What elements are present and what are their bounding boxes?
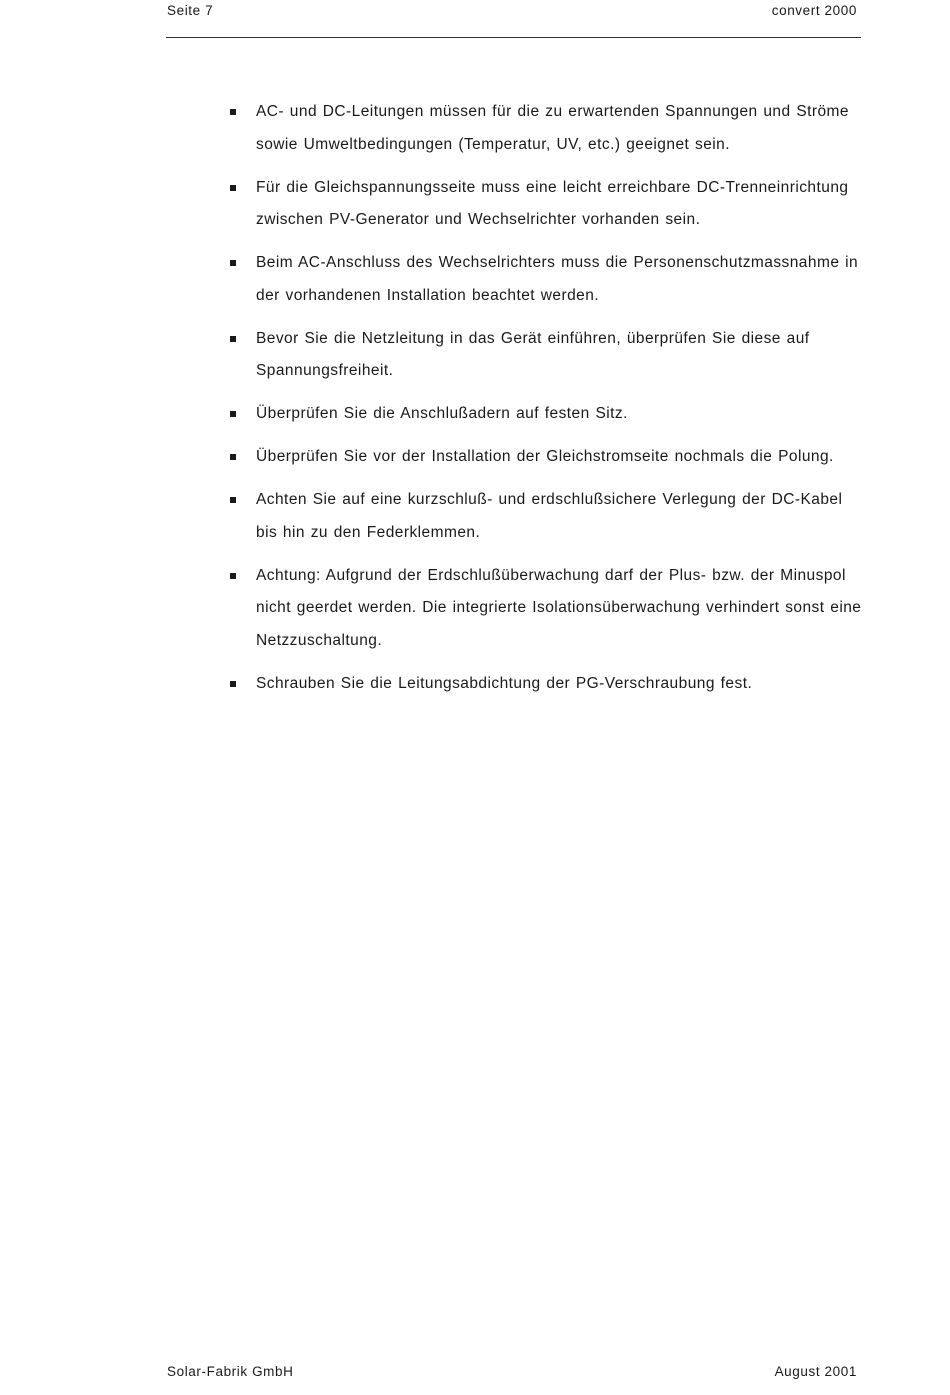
square-bullet-icon [230, 336, 236, 342]
list-item [229, 323, 869, 388]
publication-date: August 2001 [774, 1364, 857, 1379]
list-item-text: Für die Gleichspannungsseite muss eine leicht erreichbare DC-Trenneinrichtung zwischen PV-Generator und Wechselrichter vorhanden sein. [256, 178, 849, 228]
page-footer [166, 1364, 858, 1384]
list-item-text: Überprüfen Sie vor der Installation der Gleichstromseite nochmals die Polung. [256, 448, 834, 465]
list-item-text: AC- und DC-Leitungen müssen für die zu erwartenden Spannungen und Ströme sowie Umweltbedingungen (Temperatur, UV, etc.) geeignet sein. [256, 103, 849, 153]
square-bullet-icon [230, 497, 236, 503]
list-item-text: Beim AC-Anschluss des Wechselrichters muss die Personenschutzmassnahme in der vorhandenen Installation beachtet werden. [256, 254, 859, 304]
list-item [229, 484, 869, 549]
square-bullet-icon [230, 185, 236, 191]
list-item [229, 247, 869, 312]
list-item-text: Achtung: Aufgrund der Erdschlußüberwachung darf der Plus- bzw. der Minuspol nicht geerdet werden. Die integrierte Isolationsüberwachung verhindert sonst eine Netzzuschaltung. [256, 566, 862, 649]
instruction-list [229, 96, 869, 711]
square-bullet-icon [230, 573, 236, 579]
list-item-text: Achten Sie auf eine kurzschluß- und erdschlußsichere Verlegung der DC-Kabel bis hin zu den Federklemmen. [256, 491, 843, 541]
document-title: convert 2000 [771, 3, 857, 18]
page-number: Seite 7 [167, 3, 214, 18]
list-item [229, 668, 869, 701]
square-bullet-icon [230, 454, 236, 460]
list-item [229, 560, 869, 658]
list-item-text: Überprüfen Sie die Anschlußadern auf festen Sitz. [256, 405, 628, 422]
list-item [229, 96, 869, 161]
list-item [229, 398, 869, 431]
list-item [229, 172, 869, 237]
square-bullet-icon [230, 681, 236, 687]
company-name: Solar-Fabrik GmbH [167, 1364, 294, 1379]
list-item [229, 441, 869, 474]
square-bullet-icon [230, 260, 236, 266]
square-bullet-icon [230, 411, 236, 417]
list-item-text: Schrauben Sie die Leitungsabdichtung der PG-Verschraubung fest. [256, 674, 753, 692]
list-item-text: Bevor Sie die Netzleitung in das Gerät einführen, überprüfen Sie diese auf Spannungsfreiheit. [256, 329, 810, 379]
square-bullet-icon [230, 109, 236, 115]
page-header [166, 0, 861, 38]
